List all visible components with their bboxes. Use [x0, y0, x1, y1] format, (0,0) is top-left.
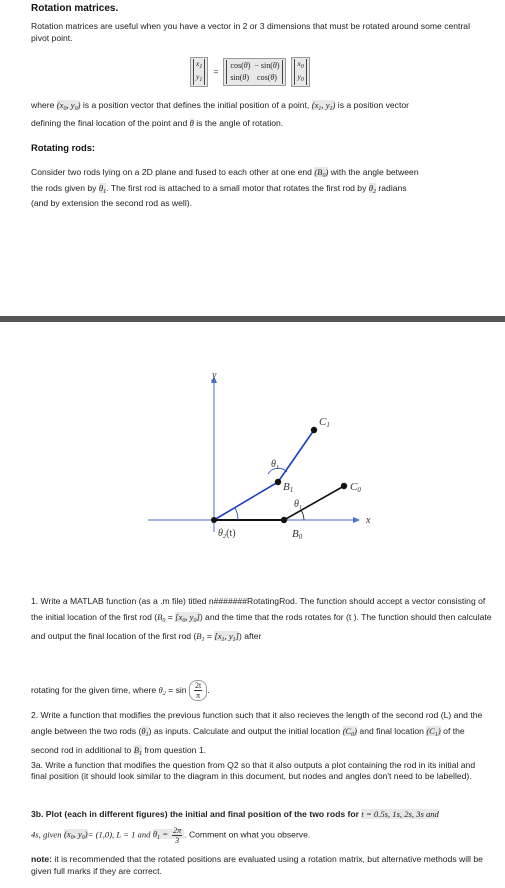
question-1: 1. Write a MATLAB function (as a .m file) titled n#######RotatingRod. The function should accept a vector consisting of the initial location of the first rod ($B_0 = [x_0$, $y_0$]) and the time that the rods rotates for (t ). The function should then calculate and output the final location of the first rod ($B_1 = [x_1$, $y_1$]) after [31, 596, 492, 643]
rod-2-rotated [278, 430, 314, 482]
rods-paragraph-line1: Consider two rods lying on a 2D plane and fused to each other at one end $(B_0)$ with the angle between [31, 167, 419, 179]
theta1-initial-arc [301, 510, 304, 520]
x-axis-arrow [353, 517, 360, 523]
b1-label: B1 [283, 481, 294, 494]
rods-paragraph-line3: (and by extension the second rod as well). [31, 198, 192, 208]
rod-1-rotated [214, 482, 278, 520]
section-title-rotation: Rotation matrices. [31, 3, 119, 14]
note-paragraph: note: it is recommended that the rotated positions are evaluated using a rotation matrix, but alternative methods will be given full marks if they are correct. [31, 854, 483, 876]
theta1-top-label: $\theta_1$ [271, 459, 280, 471]
origin-node [211, 517, 217, 523]
node-b0 [281, 517, 287, 523]
theta2-arc [235, 508, 238, 520]
rod-diagram [0, 322, 505, 572]
b0-label: B0 [292, 528, 303, 541]
question-1-formula-line: rotating for the given time, where $\theta_2 = \sin$ $\frac{2t}{\pi}$ . [31, 681, 210, 700]
theta2-label: $\theta_2(t)$ [218, 528, 236, 540]
question-2: 2. Write a function that modifies the previous function such that it also recieves the length of the second rod (L) and the angle between the two rods $(\theta_1)$ as inputs. Calculate and output the initial location $(C_0)$ and final location $(C_1)$ of the second rod in additional to $B_1$ from question 1. [31, 710, 483, 757]
result-vector-box: $x_1$ $y_1$ [190, 57, 208, 87]
node-c0 [341, 483, 347, 489]
rotation-intro: Rotation matrices are useful when you have a vector in 2 or 3 dimensions that must be rotated around some central pivot point. [31, 21, 470, 43]
rotation-where-text: where ($x_0$, $y_0$) is a position vector that defines the initial position of a point, ($x_1$, $y_1$) is a position vector [31, 100, 409, 112]
question-3b-line2: 4s, given ($x_0$, $y_0)= (1,0)$, L = 1 and $\theta_1$ = $\frac{2\pi}{3}$ . Comment on what you observe. [31, 826, 311, 845]
y-axis-label: y [212, 370, 217, 381]
rotation-where-text-2: defining the final location of the point and θ is the angle of rotation. [31, 118, 284, 128]
rods-paragraph-line2: the rods given by $\theta_1$. The first rod is attached to a small motor that rotates the first rod by $\theta_2$ radians [31, 183, 407, 195]
question-3b: 3b. Plot (each in different figures) the initial and final position of the two rods for t = 0.5s, 1s, 2s, 3s and [31, 809, 439, 819]
question-3a: 3a. Write a function that modifies the question from Q2 so that it also outputs a plot containing the rod in its initial and final position (it should look similar to the diagram in this document, but nodes and angles don't need to be labelled). [31, 760, 476, 781]
x-axis-label: x [366, 515, 371, 526]
theta1-mid-label: $\theta_1$ [294, 499, 303, 511]
c1-label: C1 [319, 416, 330, 429]
initial-vector-box: $x_0$ $y_0$ [291, 57, 309, 87]
rotation-equation: $x_1$ $y_1$ = cos(θ) − sin(θ) sin(θ) cos(θ) $x_0$ $y_0$ [190, 58, 310, 86]
node-c1 [311, 427, 317, 433]
section-title-rods: Rotating rods: [31, 142, 96, 153]
c0-label: C0 [350, 481, 361, 494]
matrix-box: cos(θ) − sin(θ) sin(θ) cos(θ) [223, 58, 286, 86]
node-b1 [275, 479, 281, 485]
